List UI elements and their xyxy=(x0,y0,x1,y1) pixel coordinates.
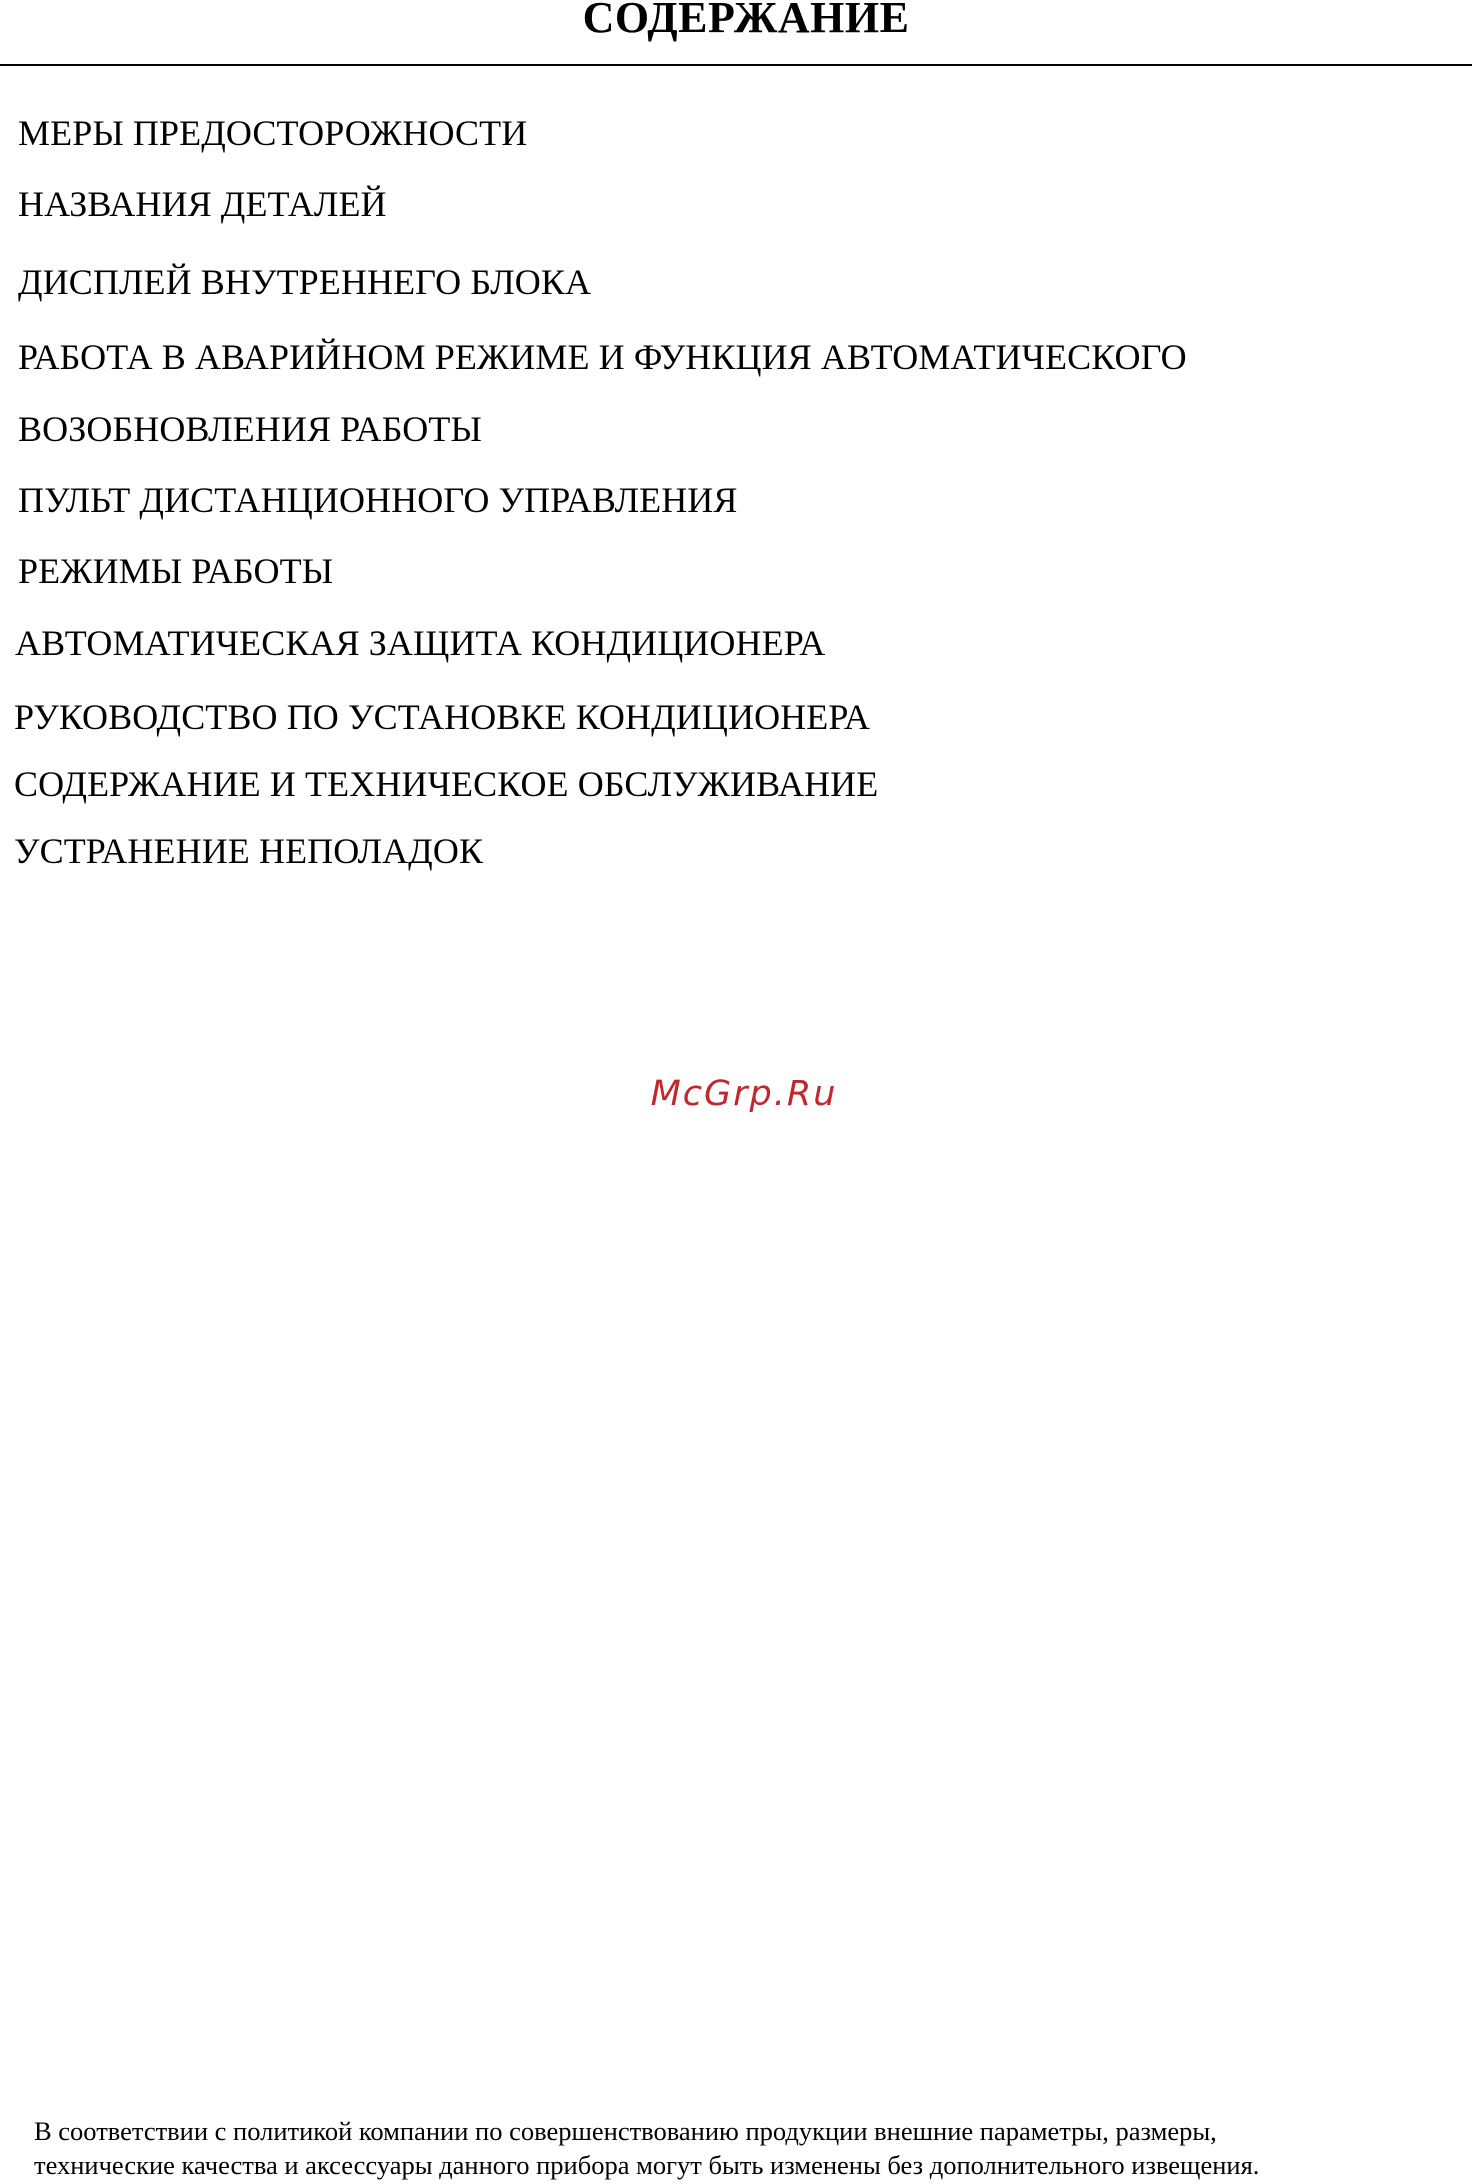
toc-item-auto-restart[interactable]: ВОЗОБНОВЛЕНИЯ РАБОТЫ xyxy=(18,409,482,449)
toc-item-indoor-display[interactable]: ДИСПЛЕЙ ВНУТРЕННЕГО БЛОКА xyxy=(18,262,592,302)
watermark-text: McGrp.Ru xyxy=(650,1074,838,1114)
toc-item-operating-modes[interactable]: РЕЖИМЫ РАБОТЫ xyxy=(18,551,334,591)
toc-item-remote-control[interactable]: ПУЛЬТ ДИСТАНЦИОННОГО УПРАВЛЕНИЯ xyxy=(18,480,738,520)
footer-disclaimer xyxy=(34,2114,1454,2182)
footer-line-2: технические качества и аксессуары данного прибора могут быть изменены без дополнительного извещения. xyxy=(34,2150,1260,2180)
page-title: СОДЕРЖАНИЕ xyxy=(582,0,910,42)
toc-item-auto-protection[interactable]: АВТОМАТИЧЕСКАЯ ЗАЩИТА КОНДИЦИОНЕРА xyxy=(15,623,826,663)
toc-item-emergency-mode[interactable]: РАБОТА В АВАРИЙНОМ РЕЖИМЕ И ФУНКЦИЯ АВТОМАТИЧЕСКОГО xyxy=(18,337,1187,377)
toc-item-maintenance[interactable]: СОДЕРЖАНИЕ И ТЕХНИЧЕСКОЕ ОБСЛУЖИВАНИЕ xyxy=(14,764,879,804)
toc-item-part-names[interactable]: НАЗВАНИЯ ДЕТАЛЕЙ xyxy=(18,184,387,224)
toc-item-safety[interactable]: МЕРЫ ПРЕДОСТОРОЖНОСТИ xyxy=(18,113,528,153)
toc-item-troubleshooting[interactable]: УСТРАНЕНИЕ НЕПОЛАДОК xyxy=(14,831,484,871)
footer-line-1: В соответствии с политикой компании по совершенствованию продукции внешние параметры, размеры, xyxy=(34,2116,1217,2146)
toc-item-installation-guide[interactable]: РУКОВОДСТВО ПО УСТАНОВКЕ КОНДИЦИОНЕРА xyxy=(14,697,870,737)
title-divider xyxy=(0,64,1472,66)
